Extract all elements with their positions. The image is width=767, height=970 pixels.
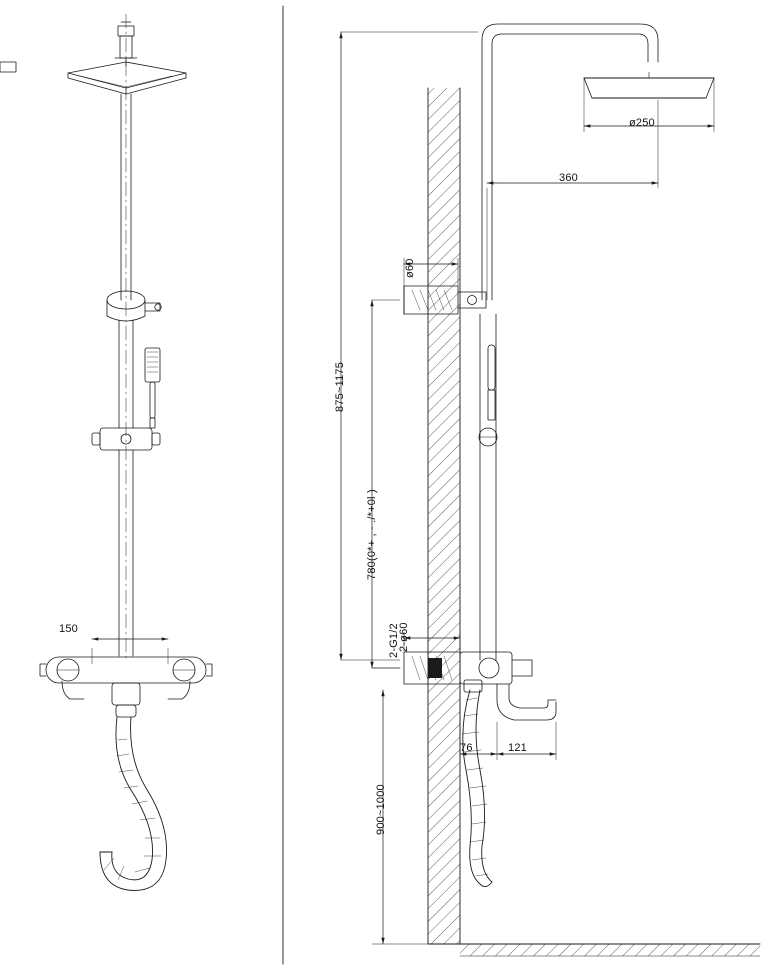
front-elevation-view: [40, 14, 212, 890]
dim-label-inlet-spec-2: 2-G1/2: [388, 623, 400, 658]
dim-label-floor-height: 900~1000: [375, 784, 387, 835]
dim-label-inlet-spec-1: 2-ø60: [398, 622, 410, 652]
dim-label-upper-inlet-diameter: ø60: [404, 258, 416, 278]
dim-label-riser-range: 875~1175: [334, 361, 346, 412]
dim-label-arm-projection: 360: [559, 172, 578, 184]
dim-label-spout-offset-121: 121: [508, 742, 527, 754]
dim-label-front-150: 150: [59, 623, 78, 635]
dim-label-spout-offset-76: 76: [460, 742, 473, 754]
dim-label-head-diameter: ø250: [629, 117, 655, 129]
dim-label-mixer-height: 780(0*+ , - ./*+0l ): [366, 489, 378, 580]
